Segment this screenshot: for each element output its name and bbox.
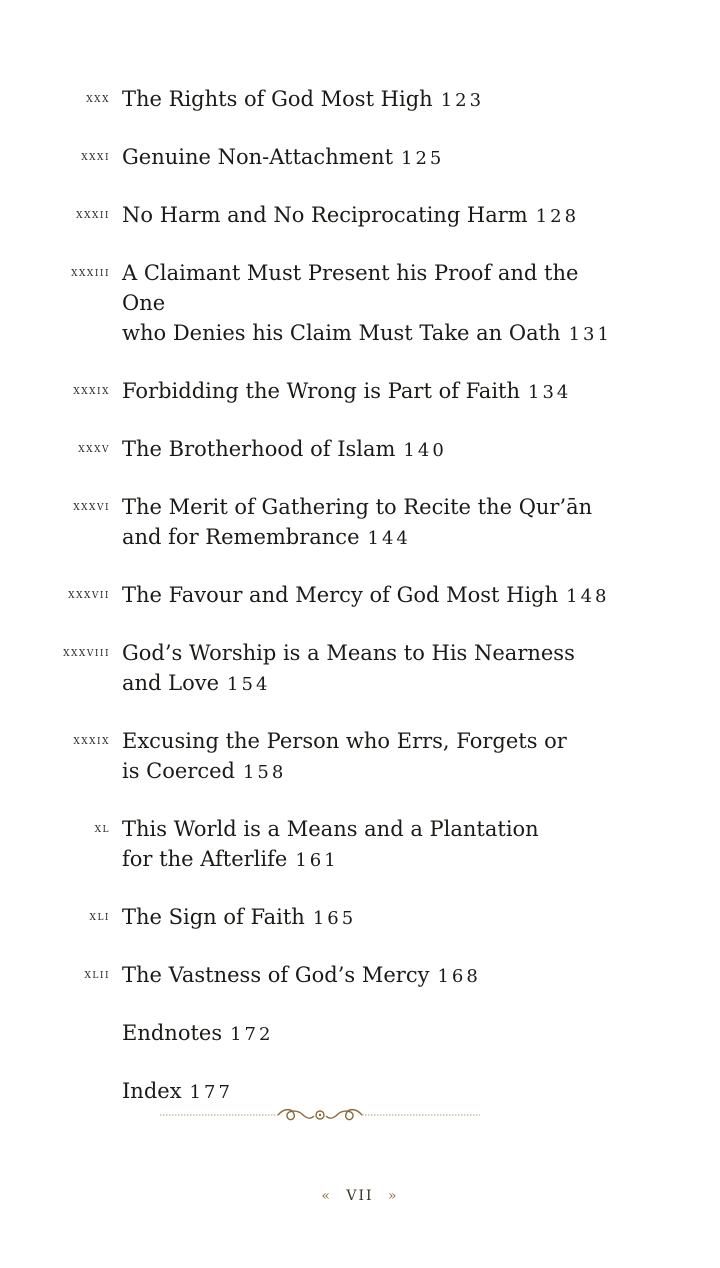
toc-entry xyxy=(0,814,720,876)
chapter-title-line: This World is a Means and a Plantation xyxy=(122,817,539,841)
toc-entry xyxy=(0,1018,720,1050)
chapter-title-line: The Vastness of God’s Mercy xyxy=(122,963,430,987)
page-reference: 168 xyxy=(437,966,481,987)
chapter-title xyxy=(122,434,447,466)
chapter-numeral: xxxi xyxy=(81,149,110,164)
toc-entry xyxy=(0,142,720,174)
toc-entry xyxy=(0,902,720,934)
chapter-numeral: xl xyxy=(94,821,110,836)
chapter-title xyxy=(122,492,592,554)
page-reference: 172 xyxy=(230,1024,274,1045)
page-reference: 123 xyxy=(440,90,485,111)
chapter-title-line: Index xyxy=(122,1079,182,1103)
chapter-title-line: and Love xyxy=(122,671,220,695)
chapter-title xyxy=(122,200,579,232)
chapter-numeral: xxxvii xyxy=(68,587,110,602)
toc-entry xyxy=(0,726,720,788)
chapter-numeral: xxxix xyxy=(73,733,110,748)
toc-entry xyxy=(0,84,720,116)
folio-number: VII xyxy=(346,1188,374,1204)
chapter-numeral: xxxvi xyxy=(73,499,110,514)
table-of-contents xyxy=(0,84,720,1134)
toc-entry xyxy=(0,492,720,554)
chapter-numeral: xxxviii xyxy=(63,645,110,660)
chapter-title-line: God’s Worship is a Means to His Nearness xyxy=(122,641,575,665)
flourish-ornament-icon xyxy=(160,1100,480,1130)
chapter-title xyxy=(122,84,484,116)
chapter-title-line: who Denies his Claim Must Take an Oath xyxy=(122,321,561,345)
toc-entry xyxy=(0,638,720,700)
chapter-numeral: xxxii xyxy=(76,207,110,222)
toc-entry xyxy=(0,376,720,408)
right-guillemet: » xyxy=(388,1188,399,1204)
page-reference: 165 xyxy=(312,908,357,929)
page-reference: 131 xyxy=(568,324,612,345)
page-reference: 148 xyxy=(566,586,610,607)
chapter-numeral: xlii xyxy=(84,967,110,982)
chapter-numeral: xxxiii xyxy=(71,265,110,280)
chapter-title-line: and for Remembrance xyxy=(122,525,360,549)
page-reference: 177 xyxy=(189,1082,233,1103)
chapter-title-line: Endnotes xyxy=(122,1021,223,1045)
chapter-title xyxy=(122,726,567,788)
toc-entry xyxy=(0,960,720,992)
chapter-title xyxy=(122,638,575,700)
chapter-title-line: The Sign of Faith xyxy=(122,905,305,929)
chapter-title xyxy=(122,1018,273,1050)
page-reference: 144 xyxy=(367,528,411,549)
chapter-title xyxy=(122,580,610,612)
chapter-title-line: is Coerced xyxy=(122,759,235,783)
page-reference: 158 xyxy=(242,762,287,783)
chapter-title-line: The Favour and Mercy of God Most High xyxy=(122,583,559,607)
chapter-title xyxy=(122,902,356,934)
toc-entry xyxy=(0,580,720,612)
chapter-title-line: Forbidding the Wrong is Part of Faith xyxy=(122,379,521,403)
chapter-numeral: xli xyxy=(89,909,110,924)
left-guillemet: « xyxy=(321,1188,332,1204)
page-number xyxy=(0,1188,720,1204)
chapter-numeral: xxxix xyxy=(73,383,110,398)
chapter-title xyxy=(122,960,481,992)
page-reference: 134 xyxy=(528,382,572,403)
page-reference: 125 xyxy=(401,148,445,169)
chapter-title xyxy=(122,376,571,408)
chapter-title-line: A Claimant Must Present his Proof and the One xyxy=(122,261,579,315)
chapter-title-line: The Brotherhood of Islam xyxy=(122,437,396,461)
chapter-title xyxy=(122,258,622,350)
chapter-title-line: The Rights of God Most High xyxy=(122,87,433,111)
chapter-title xyxy=(122,814,539,876)
toc-entry xyxy=(0,200,720,232)
toc-entry xyxy=(0,434,720,466)
chapter-title xyxy=(122,142,444,174)
chapter-title-line: No Harm and No Reciprocating Harm xyxy=(122,203,528,227)
chapter-title-line: Excusing the Person who Errs, Forgets or xyxy=(122,729,567,753)
chapter-title-line: The Merit of Gathering to Recite the Qur’ān xyxy=(122,495,593,519)
page-reference: 128 xyxy=(535,206,580,227)
chapter-numeral: xxxv xyxy=(78,441,110,456)
chapter-title-line: Genuine Non-Attachment xyxy=(122,145,394,169)
chapter-title-line: for the Afterlife xyxy=(122,847,288,871)
page-reference: 154 xyxy=(227,674,271,695)
page-reference: 140 xyxy=(403,440,447,461)
toc-entry xyxy=(0,258,720,350)
page-reference: 161 xyxy=(295,850,339,871)
chapter-numeral: xxx xyxy=(86,91,110,106)
